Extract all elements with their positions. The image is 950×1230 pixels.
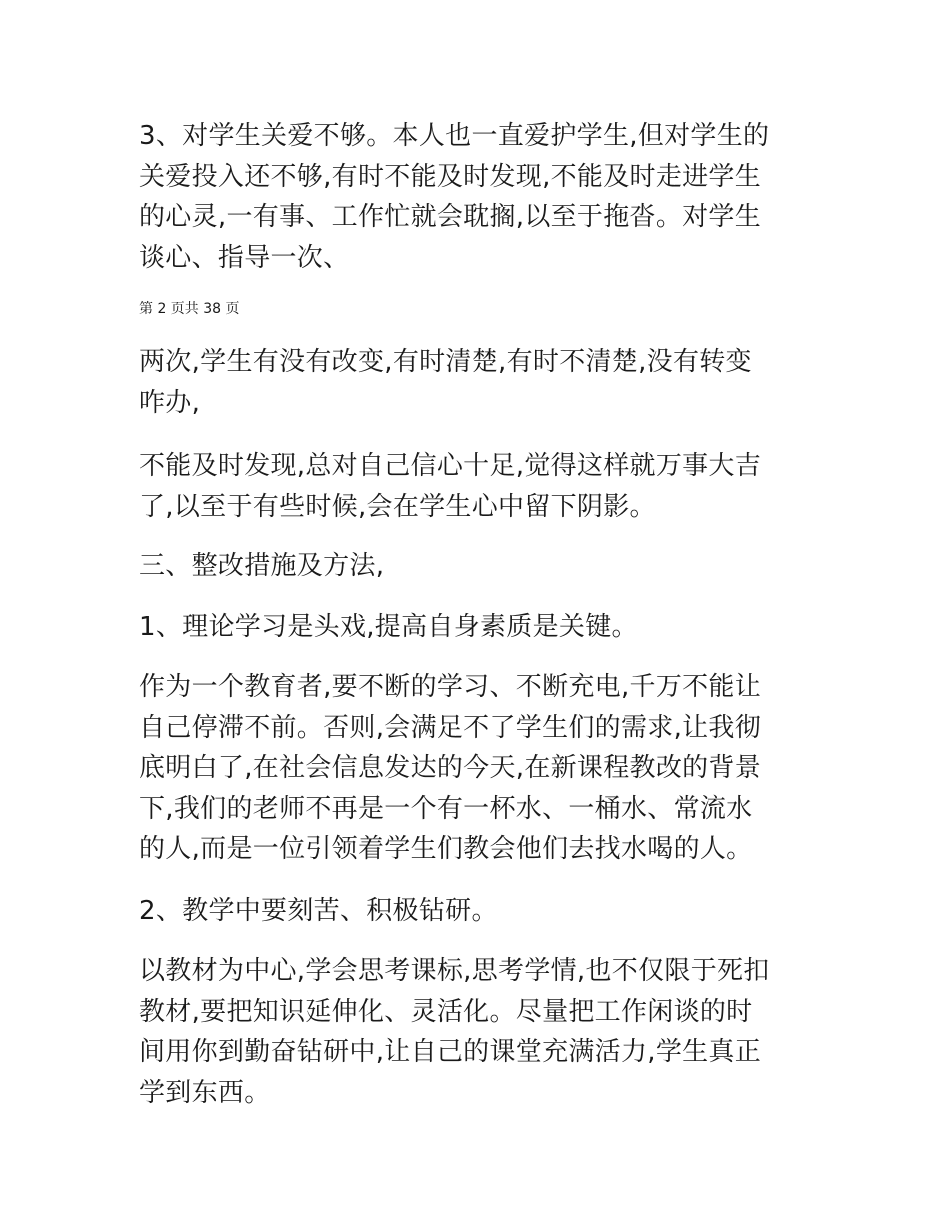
- text-line: 作为一个教育者,要不断的学习、不断充电,千万不能让: [139, 672, 762, 702]
- subheading-diligent-research: [139, 891, 819, 932]
- paragraph-overconfidence: [139, 446, 819, 527]
- text-line: 教材,要把知识延伸化、灵活化。尽量把工作闲谈的时: [139, 996, 753, 1027]
- text-line: 的心灵,一有事、工作忙就会耽搁,以至于拖沓。对学生: [139, 202, 762, 232]
- paragraph-continuous-learning: [139, 667, 819, 870]
- text-line: 学到东西。: [139, 1077, 271, 1108]
- paragraph-student-change: [139, 342, 819, 423]
- text-line: 下,我们的老师不再是一个有一杯水、一桶水、常流水: [139, 793, 753, 824]
- text-line: 三、整改措施及方法,: [139, 551, 385, 581]
- text-line: 2、教学中要刻苦、积极钻研。: [139, 896, 498, 926]
- text-line: 3、对学生关爱不够。本人也一直爱护学生,但对学生的: [139, 121, 770, 151]
- text-line: 咋办,: [139, 387, 201, 418]
- subheading-theory-study: [139, 607, 819, 648]
- text-line: 自己停滞不前。否则,会满足不了学生们的需求,让我彻: [139, 712, 762, 743]
- text-line: 底明白了,在社会信息发达的今天,在新课程教改的背景: [139, 753, 762, 783]
- text-line: 谈心、指导一次、: [139, 242, 350, 273]
- text-line: 两次,学生有没有改变,有时清楚,有时不清楚,没有转变: [139, 347, 752, 377]
- text-line: 了,以至于有些时候,会在学生心中留下阴影。: [139, 491, 656, 522]
- paragraph-textbook-centered: [139, 951, 819, 1113]
- section-heading-rectification: [139, 546, 819, 587]
- text-line: 关爱投入还不够,有时不能及时发现,不能及时走进学生: [139, 161, 762, 192]
- text-line: 不能及时发现,总对自己信心十足,觉得这样就万事大吉: [139, 451, 762, 481]
- text-line: 间用你到勤奋钻研中,让自己的课堂充满活力,学生真正: [139, 1037, 762, 1067]
- text-line: 以教材为中心,学会思考课标,思考学情,也不仅限于死扣: [139, 956, 770, 986]
- text-line: 的人,而是一位引领着学生们教会他们去找水喝的人。: [139, 834, 753, 864]
- page-number-footer: 第 2 页共 38 页: [139, 301, 240, 317]
- paragraph-care-insufficient: [139, 116, 819, 278]
- text-line: 1、理论学习是头戏,提高自身素质是关键。: [139, 612, 638, 642]
